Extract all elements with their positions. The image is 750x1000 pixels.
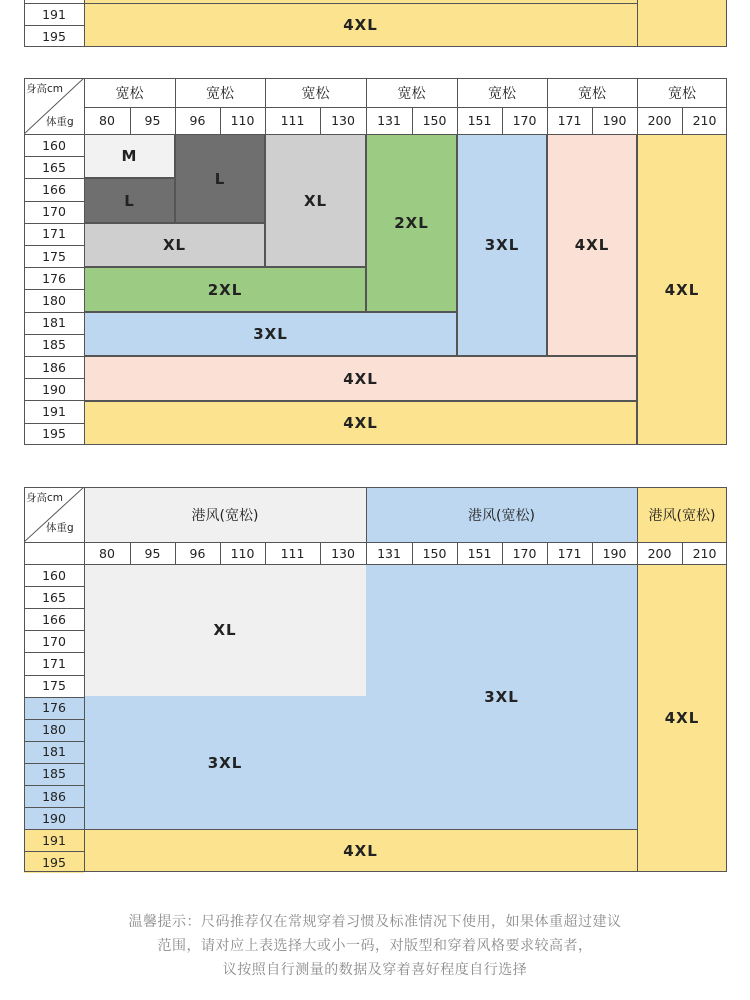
weight-cell: 151 (467, 545, 492, 561)
height-cell: 195 (42, 426, 66, 442)
footer-note-line-1: 温馨提示：尺码推荐仅在常规穿着习惯及标准情况下使用，如果体重超过建议 (128, 914, 622, 930)
weight-cell: 130 (331, 113, 355, 128)
size-block-4xl-right (637, 0, 727, 46)
weight-cell: 110 (230, 545, 255, 561)
height-cell: 180 (24, 719, 84, 741)
weight-cell: 150 (422, 113, 447, 128)
weight-cell: 96 (189, 113, 206, 128)
size-block-4xl-right: 4XL (637, 134, 727, 445)
corner-cell (24, 487, 84, 542)
fit-label: 宽松 (301, 85, 330, 102)
size-block-4xl-right: 4XL (637, 564, 727, 872)
height-cell: 176 (24, 697, 84, 719)
height-cell: 185 (42, 337, 66, 353)
size-block-xl-mid: XL (265, 134, 366, 267)
height-cell: 165 (42, 589, 66, 605)
height-cell: 195 (42, 28, 66, 44)
height-cell: 180 (42, 292, 66, 308)
corner-height-label: 身高cm (26, 83, 64, 95)
size-block-m: M (84, 134, 175, 178)
height-cell: 176 (42, 270, 66, 286)
group-label: 港风(宽松) (468, 507, 535, 524)
size-block-4xl-row: 4XL (84, 356, 637, 401)
weight-cell: 96 (189, 545, 206, 561)
weight-cell: 170 (512, 545, 537, 561)
size-block-xl: XL (84, 564, 366, 696)
height-cell: 185 (24, 763, 84, 785)
height-cell: 191 (24, 829, 84, 851)
group-label: 港风(宽松) (191, 507, 259, 524)
top-partial-table (24, 0, 727, 48)
weight-cell: 171 (557, 545, 582, 561)
height-cell: 160 (42, 137, 66, 153)
weight-cell: 131 (377, 545, 401, 561)
size-block-l-left: L (84, 178, 175, 223)
height-cell: 165 (42, 159, 66, 175)
height-cell: 191 (42, 403, 66, 419)
weight-cell: 111 (280, 113, 305, 128)
height-cell: 175 (42, 678, 66, 694)
weight-cell: 131 (377, 113, 401, 128)
height-cell: 171 (42, 226, 66, 242)
size-block-3xl-row: 3XL (84, 312, 457, 356)
size-block-3xl-col: 3XL (457, 134, 547, 356)
height-cell: 181 (42, 315, 66, 331)
corner-weight-label: 体重g (46, 116, 74, 128)
size-block-l-top: L (175, 134, 265, 223)
corner-weight-label: 体重g (46, 522, 74, 534)
weight-cell: 80 (99, 113, 115, 128)
weight-cell: 210 (692, 545, 717, 561)
size-block-3xl-bottom: 3XL (84, 696, 366, 829)
footer-note-line-3: 议按照自行测量的数据及穿着喜好程度自行选择 (222, 962, 528, 978)
footer-note-line-2: 范围，请对应上表选择大或小一码，对版型和穿着风格要求较高者， (157, 938, 593, 954)
weight-cell: 171 (557, 113, 582, 128)
weight-cell: 190 (602, 113, 627, 128)
weight-cell: 190 (602, 545, 627, 561)
weight-cell: 110 (230, 113, 255, 128)
height-cell: 186 (24, 785, 84, 807)
height-cell: 181 (24, 741, 84, 763)
corner-height-label: 身高cm (26, 492, 64, 504)
fit-label: 宽松 (397, 85, 426, 102)
weight-cell: 210 (692, 113, 717, 128)
weight-cell: 111 (280, 545, 305, 561)
size-table-2 (24, 487, 727, 872)
height-cell: 170 (42, 204, 66, 220)
height-cell: 175 (42, 248, 66, 264)
height-cell: 171 (42, 655, 66, 671)
size-block-xl-left: XL (84, 223, 265, 267)
size-block-2xl-row: 2XL (84, 267, 366, 312)
height-cell: 166 (42, 611, 66, 627)
size-block-2xl-col: 2XL (366, 134, 457, 312)
size-label-4xl: 4XL (343, 16, 378, 34)
height-cell: 195 (24, 851, 84, 873)
weight-cell: 151 (467, 113, 492, 128)
fit-label: 宽松 (206, 85, 234, 102)
height-cell: 191 (42, 6, 66, 22)
height-cell: 166 (42, 181, 66, 197)
weight-cell: 200 (647, 113, 672, 128)
weight-cell: 80 (99, 545, 115, 561)
weight-cell: 170 (512, 113, 537, 128)
height-cell: 160 (42, 567, 66, 583)
size-block-4xl-bottom: 4XL (84, 829, 637, 872)
height-cell: 186 (42, 359, 66, 375)
weight-cell: 200 (647, 545, 672, 561)
size-block-4xl-col: 4XL (547, 134, 637, 356)
size-table-1 (24, 78, 727, 445)
weight-cell: 130 (331, 545, 355, 561)
fit-label: 宽松 (668, 85, 696, 102)
weight-cell: 95 (144, 545, 161, 561)
group-label: 港风(宽松) (648, 507, 716, 524)
size-block-3xl-right: 3XL (366, 564, 637, 829)
height-cell: 190 (42, 381, 66, 397)
height-cell: 190 (24, 807, 84, 829)
fit-label: 宽松 (578, 85, 606, 102)
fit-label: 宽松 (115, 85, 144, 102)
weight-cell: 150 (422, 545, 447, 561)
size-block-4xl-bottom: 4XL (84, 401, 637, 445)
height-cell: 170 (42, 633, 66, 649)
fit-label: 宽松 (488, 85, 516, 102)
weight-cell: 95 (144, 113, 161, 128)
